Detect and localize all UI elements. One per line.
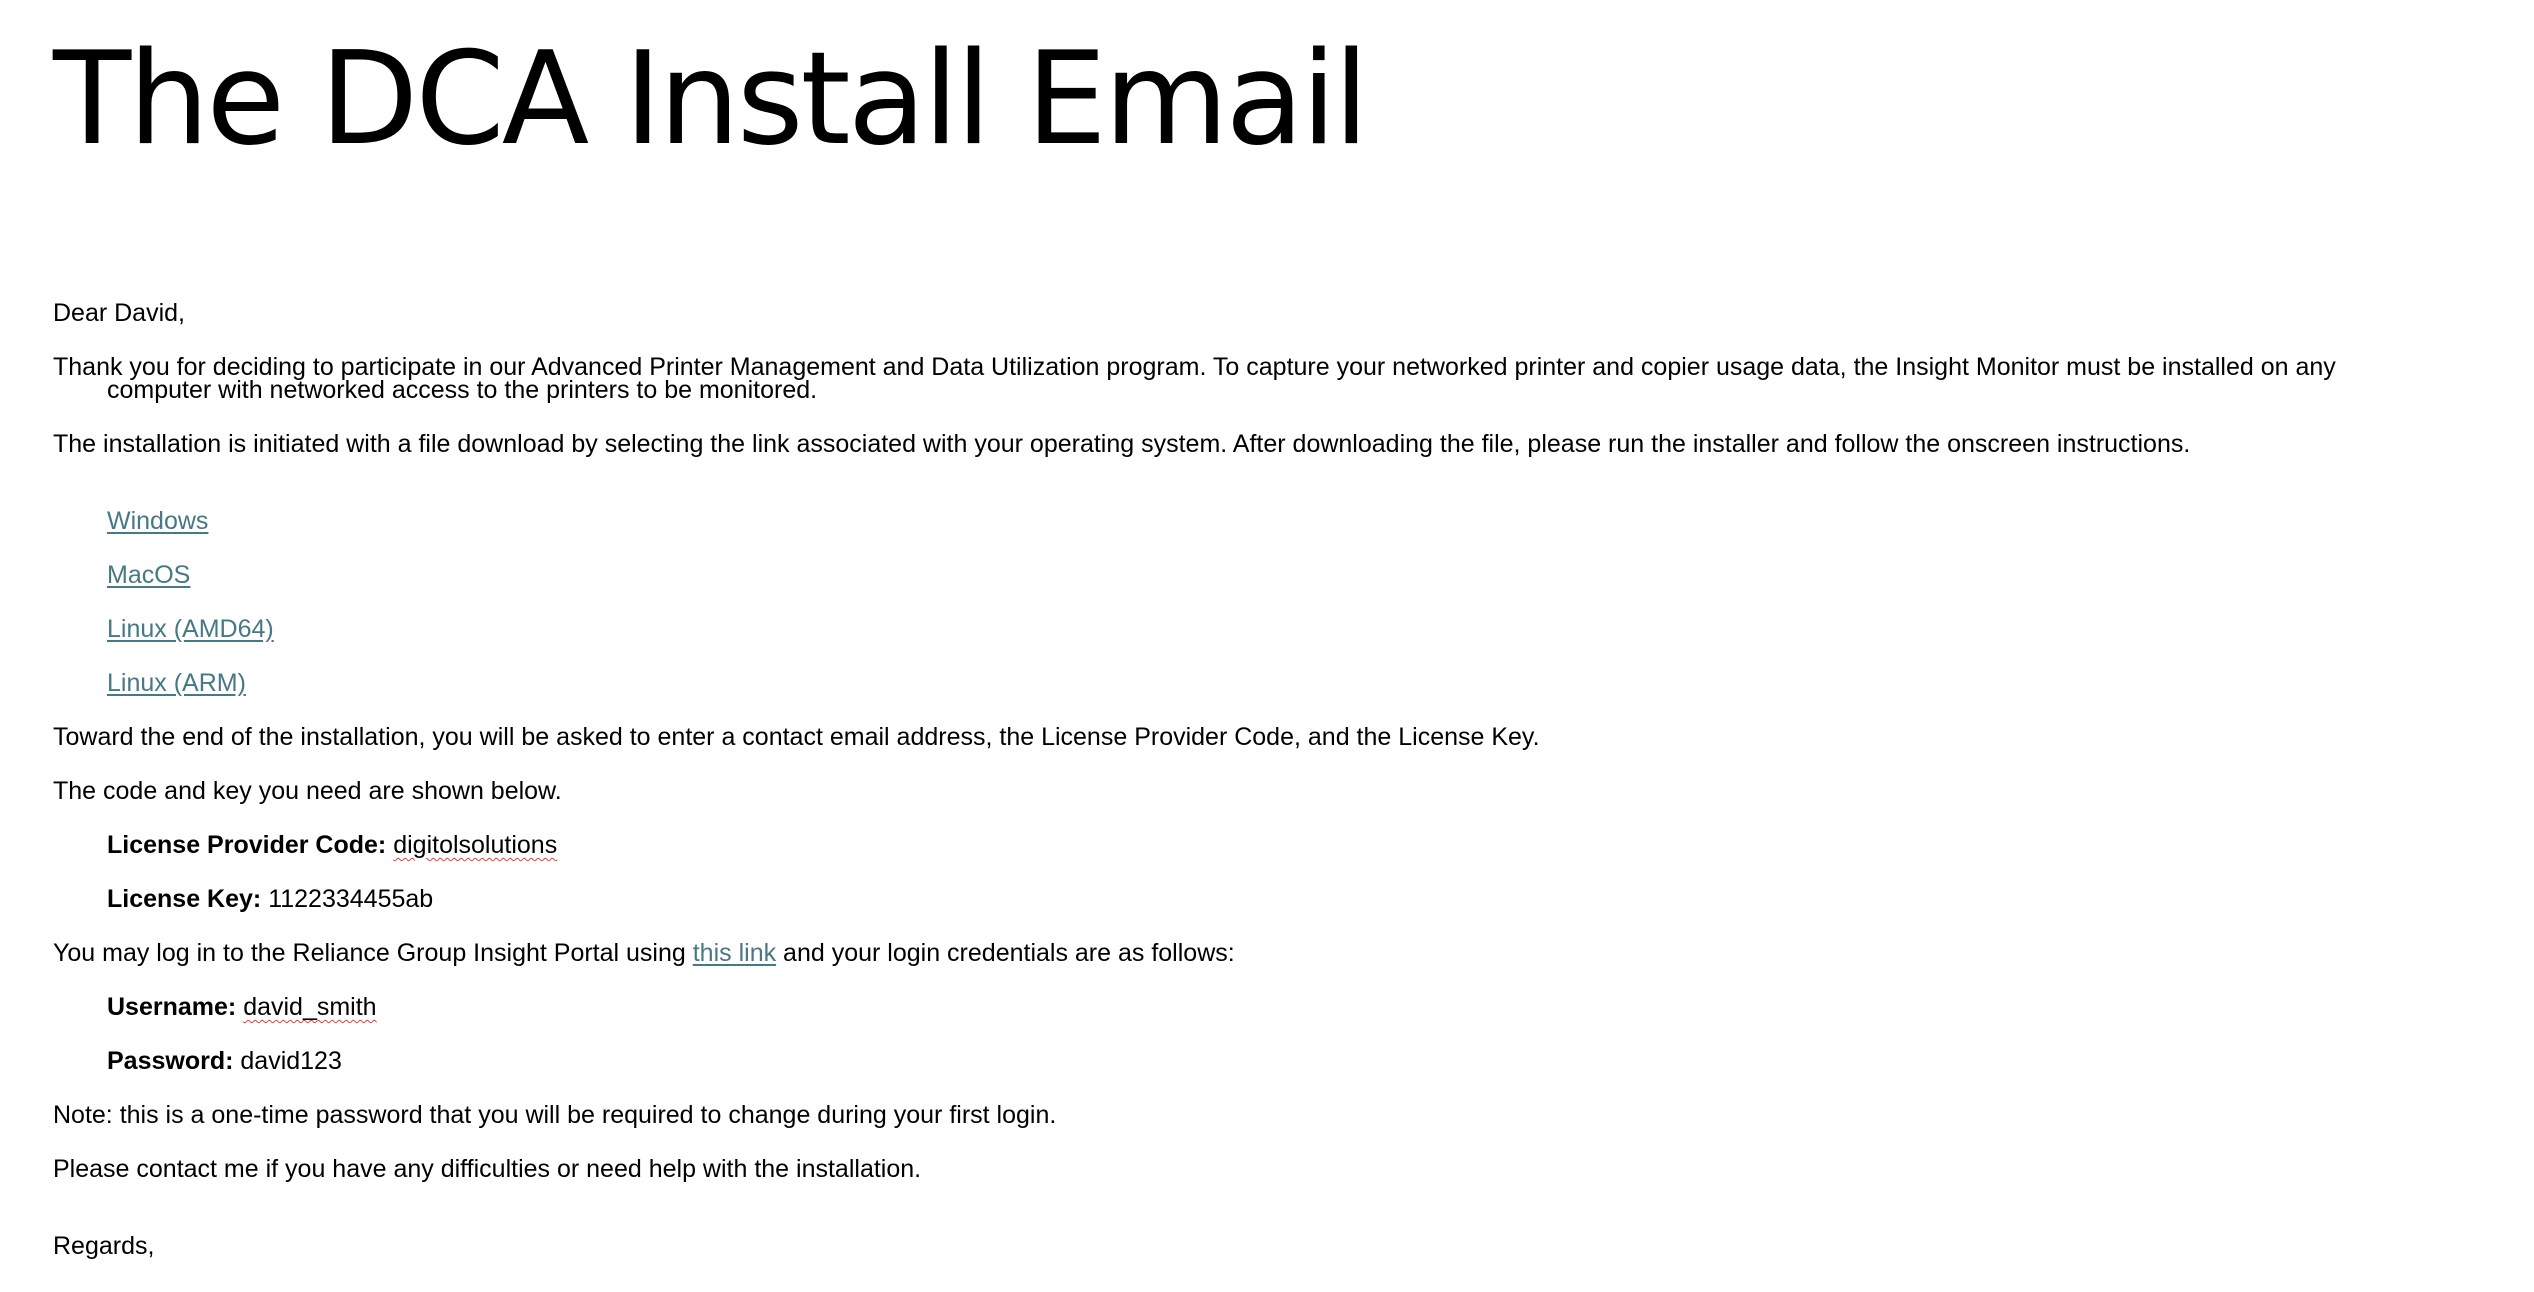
download-link-linux-amd64[interactable]: Linux (AMD64) <box>107 615 274 643</box>
document-title: The DCA Install Email <box>53 25 1367 174</box>
intro-line-1: Thank you for deciding to participate in our Advanced Printer Management and Data Utilization program. To capture your networked printer and copier usage data, the Insight Monitor must be installed on any <box>53 353 2336 381</box>
portal-text-before: You may log in to the Reliance Group Insight Portal using <box>53 939 693 967</box>
license-code-label: License Provider Code: <box>107 831 387 859</box>
code-key-intro: The code and key you need are shown below. <box>53 777 562 805</box>
install-paragraph: The installation is initiated with a file download by selecting the link associated with your operating system. After downloading the file, please run the installer and follow the onscreen instructions. <box>53 430 2191 458</box>
contact-paragraph: Please contact me if you have any difficulties or need help with the installation. <box>53 1155 922 1183</box>
download-item-linux-amd64 <box>107 614 274 644</box>
download-item-macos <box>107 560 190 590</box>
license-code-line <box>107 830 557 860</box>
password-label: Password: <box>107 1047 234 1075</box>
intro-paragraph <box>53 353 2493 404</box>
license-key-line <box>107 884 433 914</box>
signoff: Regards, <box>53 1232 155 1260</box>
download-item-linux-arm <box>107 668 246 698</box>
username-label: Username: <box>107 993 237 1021</box>
portal-text-after: and your login credentials are as follows: <box>776 939 1235 967</box>
portal-paragraph <box>53 938 1235 968</box>
username-line <box>107 992 377 1022</box>
note-paragraph: Note: this is a one-time password that you will be required to change during your first login. <box>53 1101 1057 1129</box>
greeting: Dear David, <box>53 299 185 327</box>
portal-link[interactable]: this link <box>692 939 777 967</box>
download-item-windows <box>107 506 208 536</box>
download-link-linux-arm[interactable]: Linux (ARM) <box>107 669 246 697</box>
license-code-value: digitolsolutions <box>393 831 558 859</box>
license-key-value: 1122334455ab <box>268 885 434 913</box>
username-value: david_smith <box>243 993 377 1021</box>
download-link-windows[interactable]: Windows <box>107 507 209 535</box>
intro-line-2: computer with networked access to the printers to be monitored. <box>107 376 818 404</box>
password-value: david123 <box>240 1047 342 1075</box>
password-line <box>107 1046 342 1076</box>
toward-end-paragraph: Toward the end of the installation, you will be asked to enter a contact email address, the License Provider Code, and the License Key. <box>53 723 1540 751</box>
download-link-macos[interactable]: MacOS <box>107 561 191 589</box>
license-key-label: License Key: <box>107 885 262 913</box>
